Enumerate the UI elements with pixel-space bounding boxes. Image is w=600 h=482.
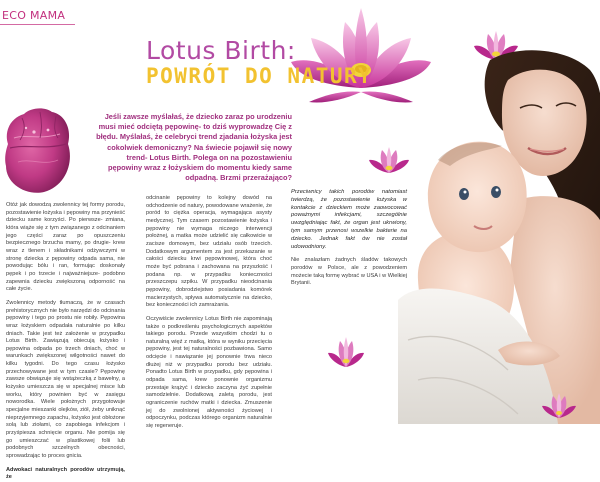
section-tag-rule: [0, 24, 75, 25]
mother-with-baby-photo: [398, 50, 600, 424]
pull-quote: Przeciwnicy takich porodów natomiast twierdzą, że pozostawienie łożyska w kontakcie z dzieckiem może zaowocować poważnymi infekcjami, szczególnie uwzględniając fakt, że organ jest ukrwiony, tym samym przenosi wszelkie bakterie na dziecko. Jednak fakt ów nie został udowodniony.: [291, 189, 407, 250]
paragraph: Adwokaci naturalnych porodów utrzymują, że: [6, 466, 125, 481]
paragraph: Oczywiście zwolennicy Lotus Birth nie zapominają także o podkreśleniu psychologicznych aspektów takiego porodu. Przede wszystkim chodzi tu o naturalną więź z matką, która w wyniku przecięcia pępowiny, jest tej naturalności pozbawiona. Samo odcięcie i nawiązanie jej ponownie trwa nieco dłużej niż w przypadku porodu bez udziału. Ponadto Lotus Birth w przypadku, gdy pępowina i odpada sama, krew ponownie organizmu przestaje krążyć i dziecko zaczyna żyć zupełnie samodzielnie. Dodatkową zaletą porodu, jest ograniczenie ruchów matki i dziecka. Zmuszenie jej do zwolnionej aktywności życiowej i odpoczynku, podczas którego organizm naturalnie się regeneruje.: [146, 315, 272, 430]
article-column-3: [291, 189, 407, 294]
paragraph: Zwolennicy metody tłumaczą, że w czasach prehistorycznych nie było narzędzi do odcinania pępowiny i tego po prostu nie robiły. Pępowina wraz łożyskiem odpadała naturalnie po kilku dniach. Takie jest też założenie w przypadku Lotus Birth. Zawiązują obiecują łożysko i pępowina odpada po trzech dniach, choć w warunkach zwiększonej wilgotności nawet do kilku tygodni. Do tego czasu łożysko przechowywane jest w tym czasie? Pępowinę zawsze obwiązuje się wstążeczką z bawełny, a łożysko umieszcza się w specjalnej misce lub worku, który powinien być w zasięgu noworodka. Wiele położnych przygotowuje specjalne mieszanki olejków, ziół, żeby uniknąć nieprzyjemnego zapachu, łożysko jest obłożone solą lub ziołami, co zapobiega infekcjom i przyśpiesza schnięcie organu. Nie pomija się go umieszczać w plastikowej folii lub podobnych szczelnych obecności, sprowadzając to proces gnicia.: [6, 299, 125, 459]
lotus-flower-small-icon: [327, 336, 365, 372]
article-column-1: [6, 202, 125, 482]
lead-paragraph: Jeśli zawsze myślałaś, że dziecko zaraz po urodzeniu musi mieć odciętą pępowinę- to dziś wyprowadzę Cię z błędu. Myślałaś, że celebryci trend zjadania łożyska jest cokolwiek demoniczny? Na świecie pojawił się nowy trend- Lotus Birth. Polega on na pozostawieniu pępowiny wraz z łożyskiem do momentu kiedy same odpadną. Brzmi przerażająco?: [96, 112, 292, 183]
article-column-2: [146, 195, 272, 437]
paragraph: Nie znalazłam żadnych śladów takowych porodów w Polsce, ale z powodzeniem możecie taką formę wybrać w USA i w Wielkiej Brytanii.: [291, 257, 407, 287]
lotus-flower-small-icon: [541, 392, 577, 422]
section-tag: ECO MAMA: [2, 9, 66, 22]
pouch-image: [0, 104, 76, 196]
article-subtitle: POWRÓT DO NATURY: [146, 64, 373, 88]
paragraph: odcinanie pępowiny to kolejny dowód na odchodzenie od natury, powodowane wrażenie, że poród to ciężka operacja, wymagająca asysty medycznej. Tym czasem pozostawienie łożyska i pępowiny nie wymaga niczego interwencji położnej, a matka może udzielić się całkowicie w zacisze domowym, bez udziału osób trzecich. Dodatkowym argumentem za jest przekazanie w całości dziecku krwi pępowinowej, która choć może być pobrana i zachowana na przyszłość i podana np. w przypadku konieczności przeszczepu szpiku. W przypadku nieodcinania pępowiny, dobrodziejstwo posiadania komórek macierzystych, spływa automatycznie na dziecko, bez konieczności ich zamrażania.: [146, 195, 272, 309]
paragraph: Otóż jak dowodzą zwolennicy tej formy porodu, pozostawienie łożyska i pępowiny ma przynieść dziecku same korzyści. Po pierwsze- zmiana, która wiąże się z tym związanego z odcinaniem jego części zaraz po opuszczeniu bezpiecznego brzucha mamy, po drugie- krew wraz z tlenem i składnikami odżywczymi w stronę dziecka z pępowiny odpada sama, nie powodując bólu i ran, formując doskonały pępek i po trzecie i najważniejsze- podobno zapewnia dziecku zwiększoną odporność na całe życie.: [6, 202, 125, 293]
article-title: Lotus Birth:: [146, 36, 296, 65]
